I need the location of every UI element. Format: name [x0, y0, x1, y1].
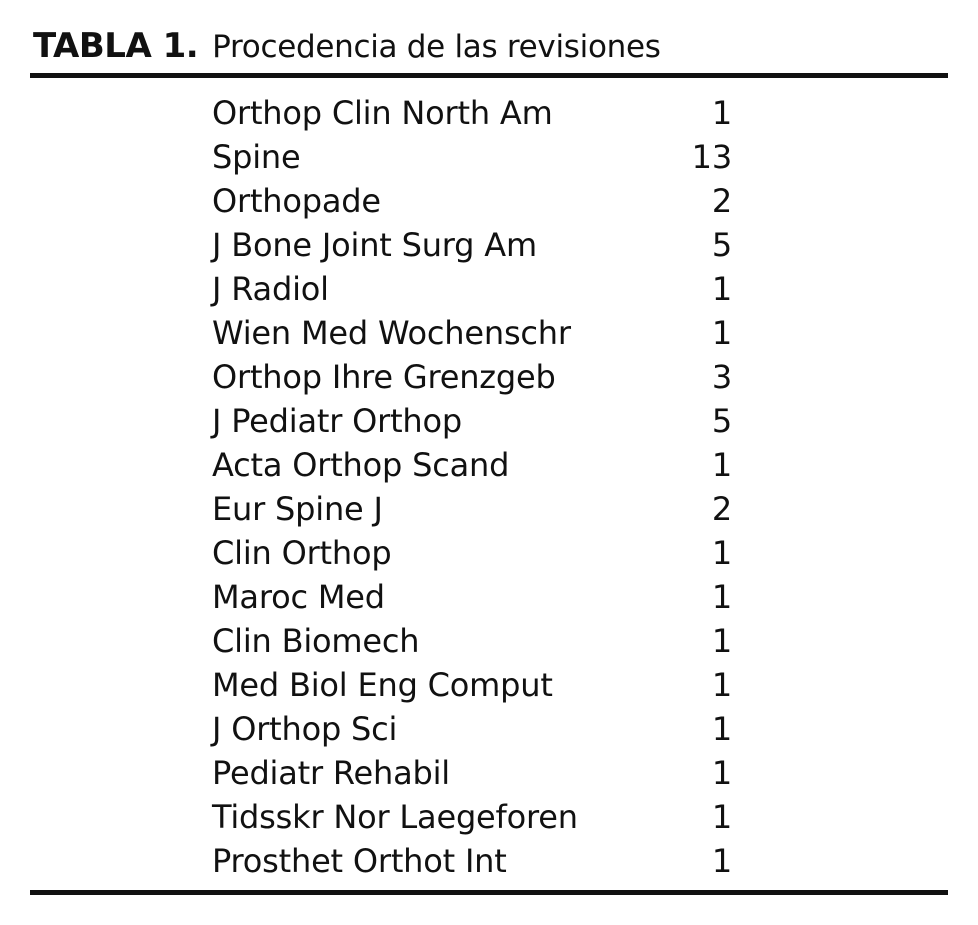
table-row: [212, 663, 732, 707]
table-row: [212, 267, 732, 311]
journal-name: Med Biol Eng Comput: [212, 666, 553, 704]
review-count: 1: [711, 842, 732, 880]
table-row: [212, 751, 732, 795]
table-caption: [33, 26, 661, 66]
journal-name: J Pediatr Orthop: [212, 402, 463, 440]
journal-name: Spine: [212, 138, 301, 176]
table-row: [212, 839, 732, 883]
review-count: 1: [711, 754, 732, 792]
review-count: 13: [691, 138, 732, 176]
table-row: [212, 795, 732, 839]
review-count: 1: [711, 578, 732, 616]
table-row: [212, 135, 732, 179]
review-count: 1: [711, 314, 732, 352]
table-title: Procedencia de las revisiones: [212, 29, 661, 65]
table-row: [212, 355, 732, 399]
journal-name: Tidsskr Nor Laegeforen: [212, 798, 578, 836]
review-count: 1: [711, 622, 732, 660]
journal-name: J Bone Joint Surg Am: [212, 226, 537, 264]
review-count: 2: [711, 182, 732, 220]
review-count: 2: [711, 490, 732, 528]
journal-name: Orthop Ihre Grenzgeb: [212, 358, 556, 396]
table-body: [212, 91, 732, 883]
review-count: 1: [711, 710, 732, 748]
bottom-rule: [30, 890, 948, 895]
table-row: [212, 531, 732, 575]
table-row: [212, 443, 732, 487]
review-count: 1: [711, 94, 732, 132]
table-row: [212, 223, 732, 267]
table-row: [212, 619, 732, 663]
table-row: [212, 707, 732, 751]
journal-name: Orthopade: [212, 182, 381, 220]
table-row: [212, 91, 732, 135]
journal-name: Clin Biomech: [212, 622, 420, 660]
journal-name: Orthop Clin North Am: [212, 94, 553, 132]
journal-name: J Orthop Sci: [212, 710, 398, 748]
journal-name: J Radiol: [212, 270, 329, 308]
review-count: 5: [711, 402, 732, 440]
review-count: 1: [711, 446, 732, 484]
table-row: [212, 399, 732, 443]
journal-name: Acta Orthop Scand: [212, 446, 510, 484]
review-count: 5: [711, 226, 732, 264]
top-rule: [30, 73, 948, 78]
journal-name: Pediatr Rehabil: [212, 754, 451, 792]
review-count: 1: [711, 534, 732, 572]
table-row: [212, 179, 732, 223]
review-count: 1: [711, 666, 732, 704]
table-row: [212, 487, 732, 531]
journal-name: Prosthet Orthot Int: [212, 842, 507, 880]
journal-name: Wien Med Wochenschr: [212, 314, 571, 352]
table-row: [212, 311, 732, 355]
review-count: 1: [711, 798, 732, 836]
journal-name: Maroc Med: [212, 578, 385, 616]
table-label: TABLA 1.: [33, 26, 199, 66]
review-count: 3: [711, 358, 732, 396]
journal-name: Clin Orthop: [212, 534, 392, 572]
journal-name: Eur Spine J: [212, 490, 383, 528]
table-row: [212, 575, 732, 619]
review-count: 1: [711, 270, 732, 308]
